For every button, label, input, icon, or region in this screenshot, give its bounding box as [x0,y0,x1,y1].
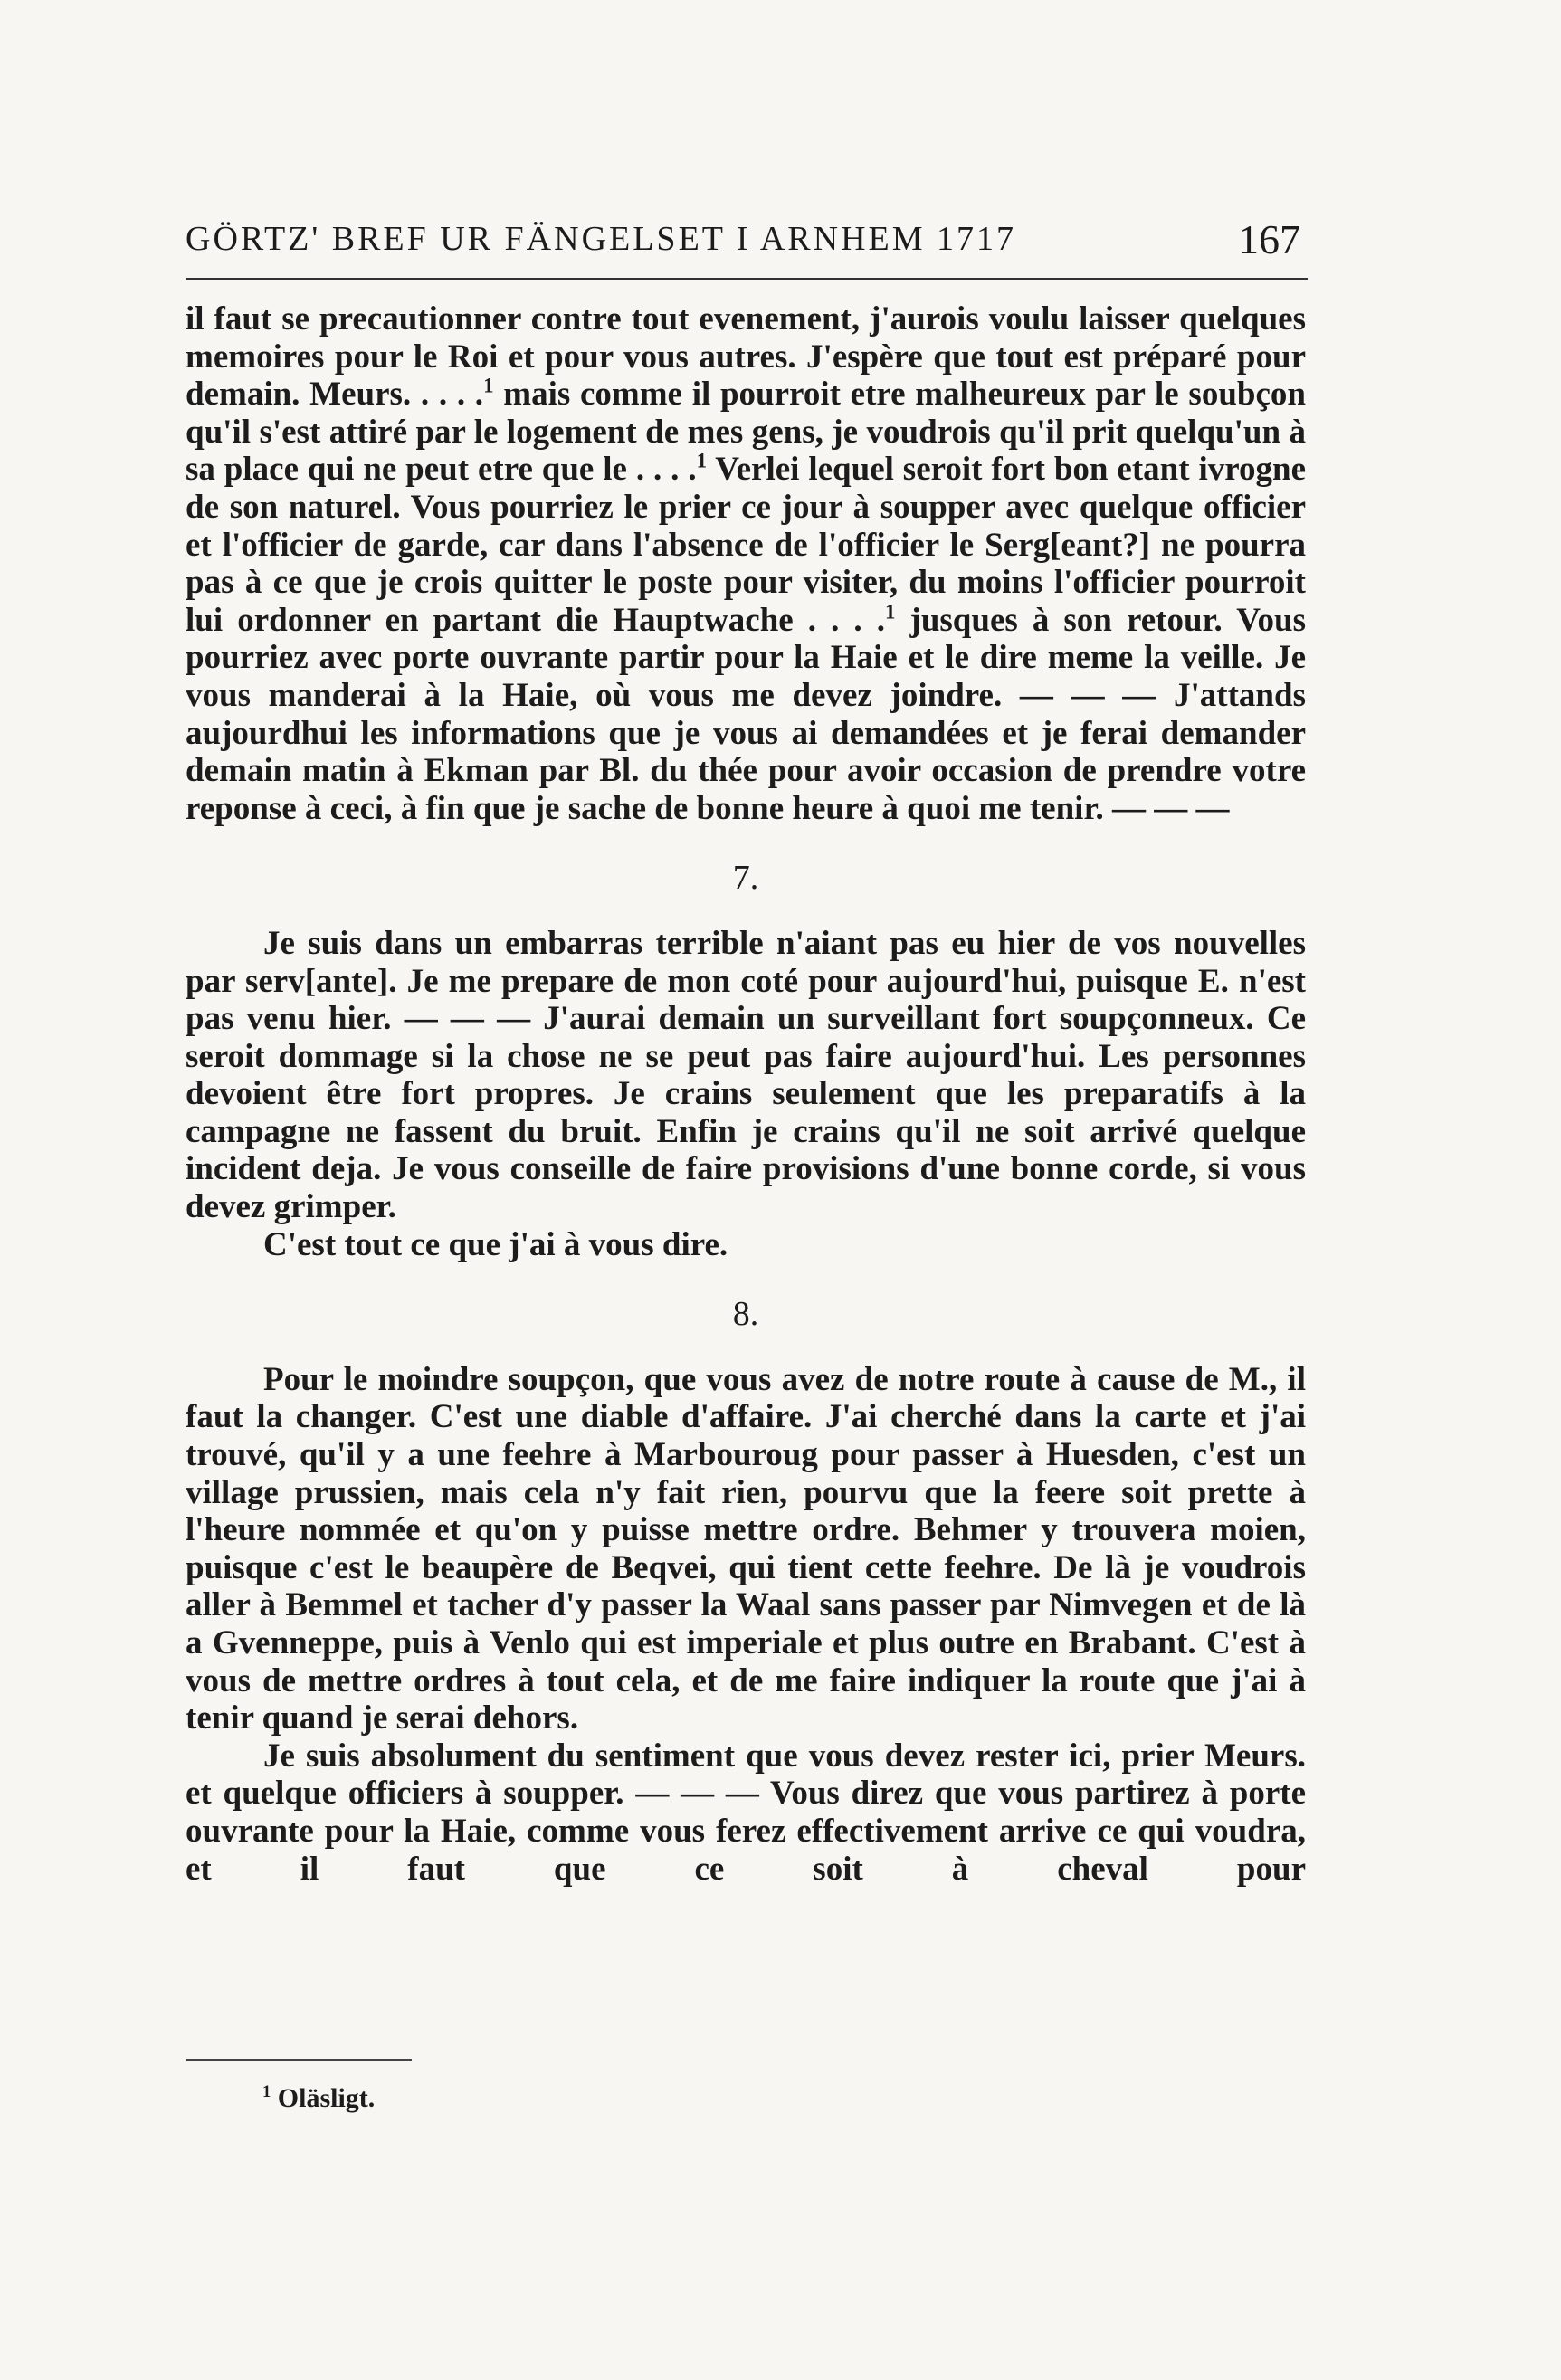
footnote [262,2083,375,2114]
footnote-ref: 1 [884,600,896,624]
footnote-ref: 1 [483,374,494,397]
page-number: 167 [1238,216,1300,262]
paragraph-1 [186,300,1306,827]
section-number-7: 7. [732,859,759,898]
paragraph-2: Je suis dans un embarras terrible n'aiant pas eu hier de vos nouvelles par serv[ante]. Je me prepare de mon coté pour aujourd'hui, puisque E. n'est pas venu hier. — — — J'aurai demain un surveillant fort soupçonneux. Ce seroit dommage si la chose ne se peut pas faire aujourd'hui. Les personnes devoient être fort propres. Je crains seulement que les preparatifs à la campagne ne fassent du bruit. Enfin je crains qu'il ne soit arrivé quelque incident deja. Je vous conseille de faire provisions d'une bonne corde, si vous devez grimper. [186,924,1306,1226]
footnote-rule [186,2059,412,2061]
paragraph-text: jusques à son retour. Vous pourriez avec porte ouvrante partir pour la Haie et le dire meme la veille. Je vous manderai à la Haie, où vous me devez joindre. — — — J'attands aujourdhui les informations que je vous ai demandées et je ferai demander demain matin à Ekman par Bl. du thée pour avoir occasion de prendre votre reponse à ceci, à fin que je sache de bonne heure à quoi me tenir. — — — [186,601,1307,827]
paragraph-text: mais comme il pourroit etre malheureux par le soubçon qu'il s'est attiré par le logement de mes gens, je voudrois qu'il prit quelqu'un à sa place qui ne peut etre que le . . . . [186,376,1306,489]
paragraph-4: Pour le moindre soupçon, que vous avez de notre route à cause de M., il faut la changer. C'est une diable d'affaire. J'ai cherché dans la carte et j'ai trouvé, qu'il y a une feehre à Marbouroug pour passer à Huesden, c'est un village prussien, mais cela n'y fait rien, pourvu que la feere soit prette à l'heure nommée et qu'on y puisse mettre ordre. Behmer y trouvera moien, puisque c'est le beaupère de Beqvei, qui tient cette feehre. De là je voudrois aller à Bemmel et tacher d'y passer la Waal sans passer par Nimvegen et de là a Gvenneppe, puis à Venlo qui est imperiale et plus outre en Brabant. C'est à vous de mettre ordres à tout cela, et de me faire indiquer la route que j'ai à tenir quand je serai dehors. [186,1360,1306,1737]
page-body [186,300,1306,1888]
header-rule [186,278,1308,280]
footnote-text: Oläsligt. [277,2083,376,2113]
footnote-ref: 1 [696,450,708,473]
paragraph-text: Verlei lequel seroit fort bon etant ivrogne de son naturel. Vous pourriez le prier ce jour à soupper avec quelque officier et l'officier de garde, car dans l'absence de l'officier le Serg[eant?] ne pourra pas à ce que je crois quitter le poste pour visiter, du moins l'officier pourroit lui ordonner en partant die Hauptwache . . . . [186,451,1306,639]
page-header [186,216,1308,273]
footnote-marker: 1 [262,2082,271,2101]
paragraph-3: C'est tout ce que j'ai à vous dire. [263,1225,728,1263]
paragraph-5: Je suis absolument du sentiment que vous devez rester ici, prier Meurs. et quelque officiers à soupper. — — — Vous direz que vous partirez à porte ouvrante pour la Haie, comme vous ferez effectivement arrive ce qui voudra, et il faut que ce soit à cheval pour [186,1737,1306,1888]
section-number-8: 8. [732,1295,759,1334]
running-title: GÖRTZ' BREF UR FÄNGELSET I ARNHEM 1717 [186,220,1017,258]
paragraph-text: il faut se precautionner contre tout evenement, j'aurois voulu laisser quelques memoires pour le Roi et pour vous autres. J'espère que tout est préparé pour demain. Meurs. . . . . [186,300,1306,414]
